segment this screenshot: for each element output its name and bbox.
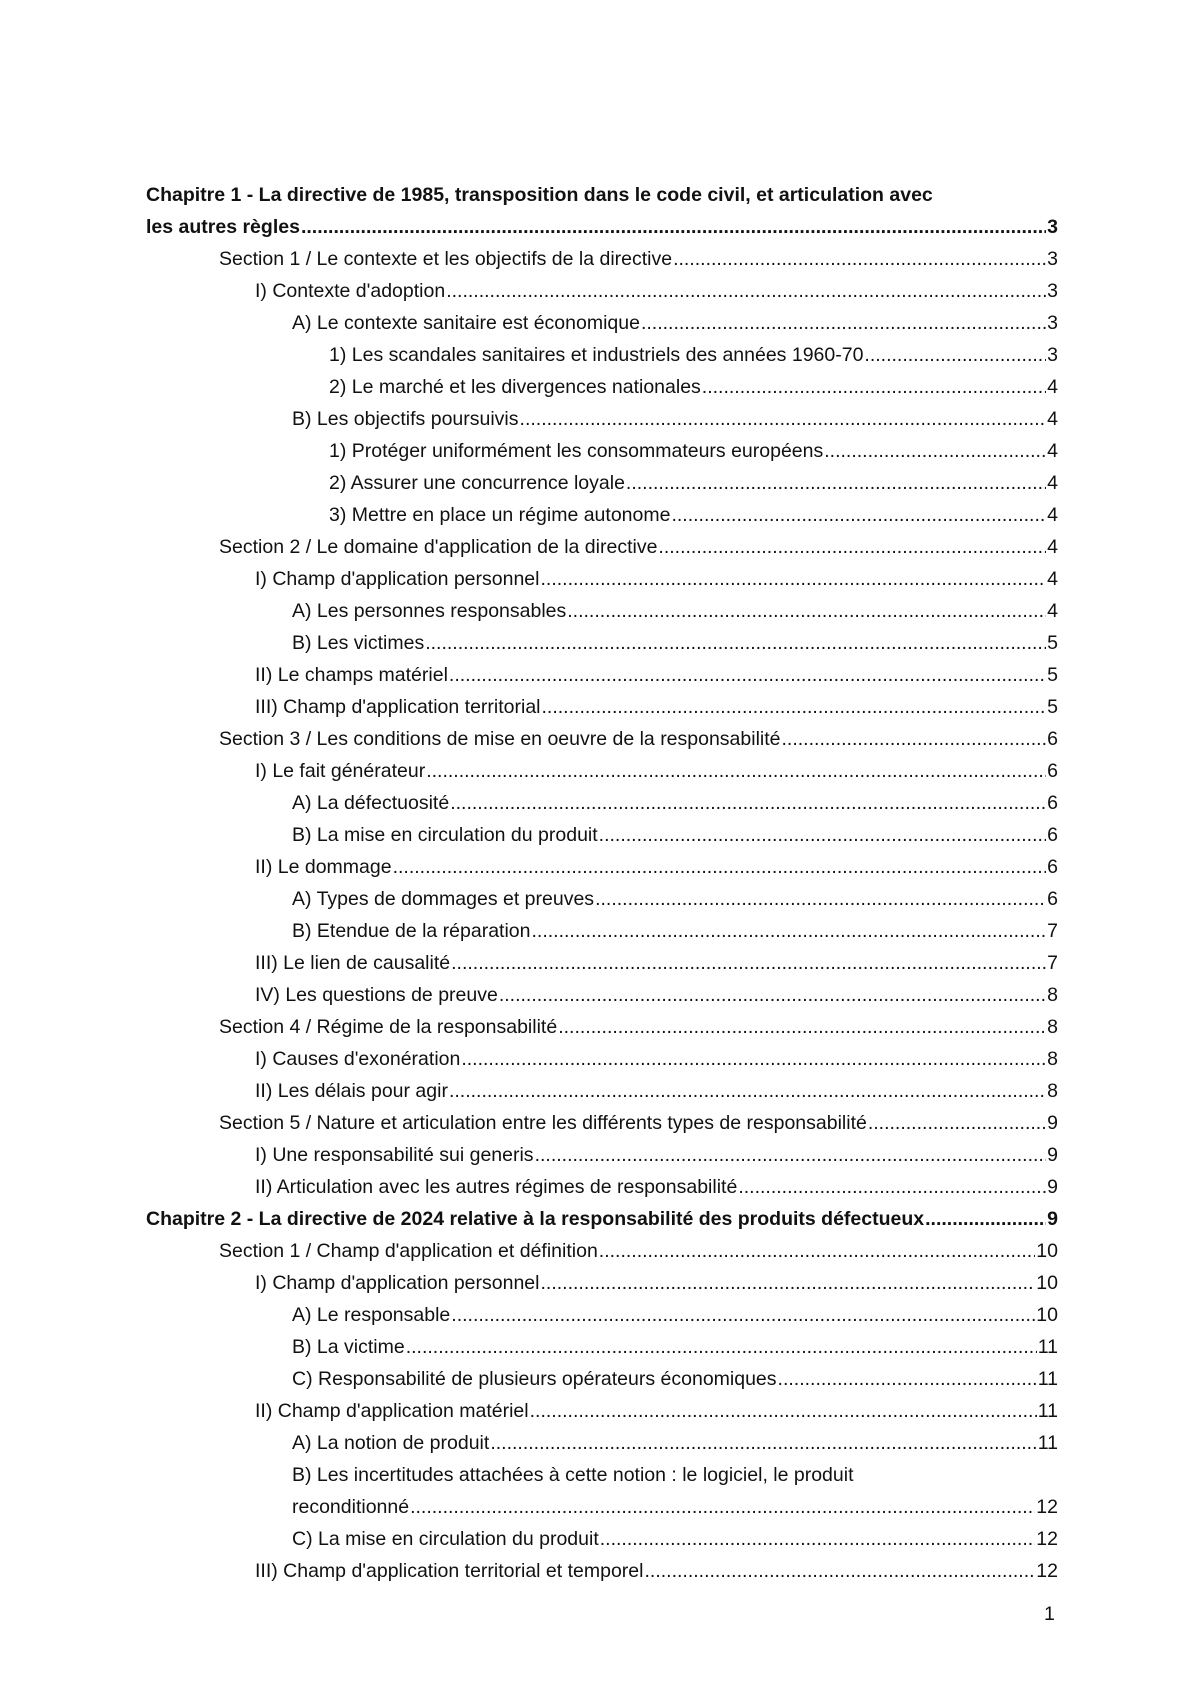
- entry-text: 2) Le marché et les divergences nationales: [329, 376, 701, 398]
- entry-text: III) Champ d'application territorial et temporel: [255, 1560, 644, 1582]
- entry-text: III) Champ d'application territorial: [255, 696, 541, 718]
- leader-dots: [824, 435, 1046, 467]
- toc-entry[interactable]: [146, 499, 1058, 531]
- entry-text: A) Le responsable: [292, 1304, 451, 1326]
- leader-dots: [499, 979, 1046, 1011]
- entry-text: B) Les objectifs poursuivis: [292, 408, 519, 430]
- leader-dots: [450, 787, 1046, 819]
- entry-text: II) Le dommage: [255, 856, 392, 878]
- leader-dots: [782, 723, 1047, 755]
- toc-entry[interactable]: [146, 1395, 1058, 1427]
- toc-entry[interactable]: [146, 787, 1058, 819]
- toc-entry[interactable]: [146, 1107, 1058, 1139]
- leader-dots: [406, 1331, 1037, 1363]
- toc-entry[interactable]: [146, 1363, 1058, 1395]
- page-ref: 10: [1036, 1240, 1058, 1262]
- chapter-title-line2: les autres règles: [146, 216, 300, 238]
- page-ref: 7: [1047, 952, 1058, 974]
- entry-text: C) Responsabilité de plusieurs opérateurs économiques: [292, 1368, 777, 1390]
- page-ref: 4: [1047, 504, 1058, 526]
- page-ref: 8: [1047, 1048, 1058, 1070]
- leader-dots: [567, 595, 1046, 627]
- entry-text: C) La mise en circulation du produit: [292, 1528, 599, 1550]
- entry-text: B) Etendue de la réparation: [292, 920, 531, 942]
- leader-dots: [641, 307, 1046, 339]
- entry-text: 1) Protéger uniformément les consommateurs européens: [329, 440, 824, 462]
- page-ref: 6: [1047, 792, 1058, 814]
- entry-text: I) Contexte d'adoption: [255, 280, 446, 302]
- leader-dots: [490, 1427, 1036, 1459]
- page-ref: 5: [1047, 664, 1058, 686]
- entry-text: I) Champ d'application personnel: [255, 1272, 540, 1294]
- leader-dots: [410, 1491, 1035, 1523]
- toc-entry[interactable]: [146, 627, 1058, 659]
- toc-entry[interactable]: [146, 1267, 1058, 1299]
- entry-text: II) Articulation avec les autres régimes de responsabilité: [255, 1176, 738, 1198]
- toc-entry[interactable]: [146, 819, 1058, 851]
- entry-text: II) Les délais pour agir: [255, 1080, 448, 1102]
- page-ref: 7: [1047, 920, 1058, 942]
- page-ref: 6: [1047, 760, 1058, 782]
- toc-entry[interactable]: [146, 883, 1058, 915]
- toc-entry[interactable]: [146, 1555, 1058, 1587]
- page-ref: 11: [1037, 1432, 1058, 1454]
- leader-dots: [600, 1523, 1036, 1555]
- toc-entry[interactable]: [146, 1299, 1058, 1331]
- toc-entry[interactable]: [146, 563, 1058, 595]
- leader-dots: [540, 1267, 1035, 1299]
- leader-dots: [595, 883, 1046, 915]
- leader-dots: [671, 499, 1046, 531]
- page-ref: 8: [1047, 1080, 1058, 1102]
- entry-text-continued: reconditionné: [292, 1496, 410, 1518]
- leader-dots: [535, 1139, 1047, 1171]
- entry-text: Section 3 / Les conditions de mise en oeuvre de la responsabilité: [219, 728, 781, 750]
- page-ref: 4: [1047, 440, 1058, 462]
- entry-text: Section 5 / Nature et articulation entre les différents types de responsabilité: [219, 1112, 867, 1134]
- toc-entry[interactable]: [146, 947, 1058, 979]
- page-ref: 3: [1047, 248, 1058, 270]
- toc-chapter-2[interactable]: [146, 1203, 1058, 1235]
- toc-entry[interactable]: [146, 1139, 1058, 1171]
- toc-entry[interactable]: [146, 659, 1058, 691]
- page-ref: 3: [1047, 312, 1058, 334]
- page-ref: 11: [1037, 1336, 1058, 1358]
- leader-dots: [599, 1235, 1036, 1267]
- page-ref: 4: [1047, 408, 1058, 430]
- page-ref: 5: [1047, 632, 1058, 654]
- leader-dots: [558, 1011, 1046, 1043]
- toc-entry[interactable]: [146, 275, 1058, 307]
- toc-entry[interactable]: [146, 915, 1058, 947]
- toc-entry[interactable]: [146, 595, 1058, 627]
- entry-text: Section 1 / Le contexte et les objectifs de la directive: [219, 248, 673, 270]
- toc-entry[interactable]: [146, 1043, 1058, 1075]
- page-ref: 5: [1047, 696, 1058, 718]
- leader-dots: [451, 947, 1046, 979]
- chapter-title: Chapitre 2 - La directive de 2024 relative à la responsabilité des produits défectueux: [146, 1208, 925, 1230]
- page-ref: 11: [1037, 1368, 1058, 1390]
- leader-dots: [451, 1299, 1035, 1331]
- toc-entry[interactable]: [146, 723, 1058, 755]
- toc-entry[interactable]: [146, 1171, 1058, 1203]
- leader-dots: [393, 851, 1047, 883]
- page-ref: 6: [1047, 888, 1058, 910]
- leader-dots: [530, 1395, 1037, 1427]
- entry-text: B) La mise en circulation du produit: [292, 824, 598, 846]
- toc-entry[interactable]: [146, 755, 1058, 787]
- entry-text: I) Une responsabilité sui generis: [255, 1144, 534, 1166]
- leader-dots: [673, 243, 1046, 275]
- entry-text: A) Les personnes responsables: [292, 600, 567, 622]
- entry-text: A) La notion de produit: [292, 1432, 490, 1454]
- leader-dots: [868, 1107, 1046, 1139]
- page-ref: 4: [1047, 536, 1058, 558]
- leader-dots: [449, 659, 1046, 691]
- chapter-title-line1: Chapitre 1 - La directive de 1985, transposition dans le code civil, et articulation avec: [146, 184, 933, 206]
- toc-entry[interactable]: [146, 691, 1058, 723]
- entry-text: B) Les victimes: [292, 632, 425, 654]
- toc-entry[interactable]: [146, 403, 1058, 435]
- leader-dots: [702, 371, 1046, 403]
- page-ref: 12: [1036, 1528, 1058, 1550]
- toc-entry[interactable]: [146, 435, 1058, 467]
- page-ref: 8: [1047, 1016, 1058, 1038]
- leader-dots: [301, 211, 1046, 243]
- page-ref: 9: [1047, 1176, 1058, 1198]
- toc-entry[interactable]: [146, 243, 1058, 275]
- page-ref: 10: [1036, 1304, 1058, 1326]
- leader-dots: [540, 563, 1046, 595]
- page-ref: 9: [1047, 1112, 1058, 1134]
- leader-dots: [449, 1075, 1046, 1107]
- page-ref: 6: [1047, 824, 1058, 846]
- toc-entry[interactable]: [146, 467, 1058, 499]
- toc-entry[interactable]: [146, 1459, 1058, 1523]
- page-ref: 12: [1036, 1560, 1058, 1582]
- entry-text: A) Le contexte sanitaire est économique: [292, 312, 640, 334]
- page-ref: 12: [1036, 1496, 1058, 1518]
- entry-text: Section 1 / Champ d'application et définition: [219, 1240, 598, 1262]
- leader-dots: [542, 691, 1047, 723]
- page-ref: 3: [1047, 280, 1058, 302]
- page-ref: 9: [1047, 1208, 1058, 1230]
- leader-dots: [599, 819, 1046, 851]
- entry-text: 1) Les scandales sanitaires et industriels des années 1960-70: [329, 344, 864, 366]
- entry-text: IV) Les questions de preuve: [255, 984, 498, 1006]
- toc-entry[interactable]: [146, 371, 1058, 403]
- leader-dots: [446, 275, 1046, 307]
- page-ref: 4: [1047, 472, 1058, 494]
- entry-text: Section 4 / Régime de la responsabilité: [219, 1016, 558, 1038]
- toc-entry[interactable]: [146, 1331, 1058, 1363]
- toc-entry[interactable]: [146, 1523, 1058, 1555]
- entry-text: B) La victime: [292, 1336, 405, 1358]
- leader-dots: [425, 627, 1046, 659]
- page-ref: 4: [1047, 568, 1058, 590]
- entry-text: Section 2 / Le domaine d'application de la directive: [219, 536, 658, 558]
- toc-chapter-1[interactable]: [146, 179, 1058, 243]
- entry-text: 3) Mettre en place un régime autonome: [329, 504, 671, 526]
- entry-text: B) Les incertitudes attachées à cette notion : le logiciel, le produit: [292, 1464, 854, 1486]
- entry-text: II) Champ d'application matériel: [255, 1400, 529, 1422]
- entry-text: II) Le champs matériel: [255, 664, 448, 686]
- leader-dots: [426, 755, 1046, 787]
- page-number: 1: [1044, 1603, 1055, 1625]
- leader-dots: [520, 403, 1047, 435]
- entry-text: I) Le fait générateur: [255, 760, 426, 782]
- page-ref: 4: [1047, 376, 1058, 398]
- entry-text: III) Le lien de causalité: [255, 952, 451, 974]
- table-of-contents: [146, 179, 1058, 1587]
- leader-dots: [925, 1203, 1046, 1235]
- toc-entry[interactable]: [146, 307, 1058, 339]
- page-ref: 11: [1037, 1400, 1058, 1422]
- toc-entry[interactable]: [146, 851, 1058, 883]
- toc-entry[interactable]: [146, 1011, 1058, 1043]
- toc-entry[interactable]: [146, 531, 1058, 563]
- page-ref: 4: [1047, 600, 1058, 622]
- leader-dots: [738, 1171, 1046, 1203]
- leader-dots: [532, 915, 1047, 947]
- leader-dots: [658, 531, 1046, 563]
- leader-dots: [778, 1363, 1037, 1395]
- entry-text: 2) Assurer une concurrence loyale: [329, 472, 625, 494]
- leader-dots: [461, 1043, 1046, 1075]
- toc-entry[interactable]: [146, 339, 1058, 371]
- leader-dots: [864, 339, 1046, 371]
- page-ref: 6: [1047, 856, 1058, 878]
- page-ref: 10: [1036, 1272, 1058, 1294]
- page-ref: 3: [1047, 216, 1058, 238]
- toc-entry[interactable]: [146, 1075, 1058, 1107]
- page-ref: 3: [1047, 344, 1058, 366]
- page-ref: 6: [1047, 728, 1058, 750]
- toc-entry[interactable]: [146, 1427, 1058, 1459]
- page-ref: 9: [1047, 1144, 1058, 1166]
- leader-dots: [626, 467, 1046, 499]
- entry-text: A) La défectuosité: [292, 792, 450, 814]
- toc-entry[interactable]: [146, 979, 1058, 1011]
- leader-dots: [644, 1555, 1035, 1587]
- toc-entry[interactable]: [146, 1235, 1058, 1267]
- page-ref: 8: [1047, 984, 1058, 1006]
- entry-text: A) Types de dommages et preuves: [292, 888, 595, 910]
- entry-text: I) Champ d'application personnel: [255, 568, 540, 590]
- entry-text: I) Causes d'exonération: [255, 1048, 461, 1070]
